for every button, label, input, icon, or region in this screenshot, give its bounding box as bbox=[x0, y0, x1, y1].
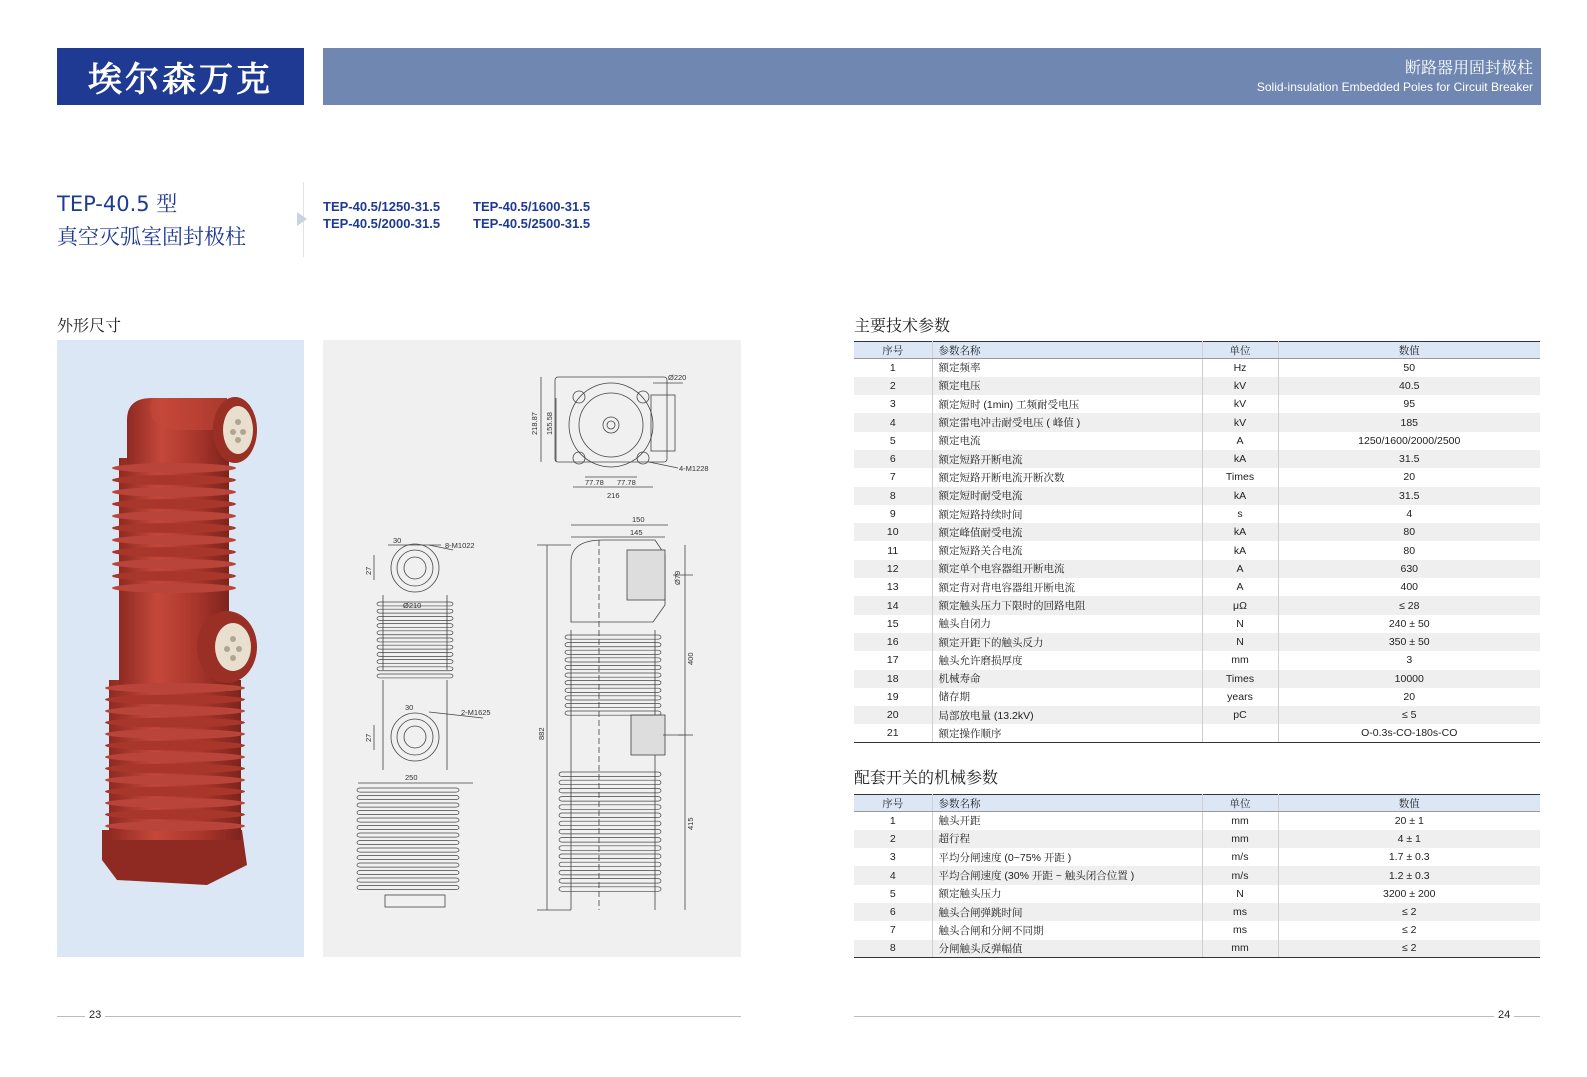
table-cell: 额定频率 bbox=[932, 359, 1202, 377]
embedded-pole-illustration bbox=[57, 340, 304, 957]
table-cell: 7 bbox=[854, 921, 932, 939]
table-cell: 额定短路持续时间 bbox=[932, 505, 1202, 523]
table-cell: 12 bbox=[854, 560, 932, 578]
table-cell: 额定触头压力 bbox=[932, 885, 1202, 903]
drawing-fin bbox=[559, 854, 661, 859]
table-cell: N bbox=[1202, 633, 1278, 651]
table-cell: 40.5 bbox=[1278, 377, 1540, 395]
table-cell: 分闸触头反弹幅值 bbox=[932, 940, 1202, 958]
table-cell: 7 bbox=[854, 468, 932, 486]
shed-ring bbox=[105, 752, 245, 762]
table-cell: 18 bbox=[854, 670, 932, 688]
drawing-fin bbox=[377, 667, 453, 671]
drawing-fin bbox=[565, 658, 661, 662]
table-row bbox=[854, 706, 1540, 724]
table-cell: mm bbox=[1202, 651, 1278, 669]
table-header-cell: 单位 bbox=[1202, 342, 1278, 359]
table-header-cell: 参数名称 bbox=[932, 342, 1202, 359]
table-cell: 平均分闸速度 (0~75% 开距 ) bbox=[932, 848, 1202, 866]
table-cell: 触头合闸弹跳时间 bbox=[932, 903, 1202, 921]
table-row bbox=[854, 413, 1540, 431]
drawing-fin bbox=[559, 829, 661, 834]
drawing-fin bbox=[357, 796, 459, 800]
table-cell: 5 bbox=[854, 432, 932, 450]
table-row bbox=[854, 541, 1540, 559]
model-item: TEP-40.5/1250-31.5 bbox=[323, 199, 441, 214]
drawing-fin bbox=[565, 650, 661, 654]
arrow-right-icon bbox=[297, 212, 307, 226]
table-cell: 31.5 bbox=[1278, 450, 1540, 468]
shed-ring bbox=[112, 475, 236, 485]
dim-label: 150 bbox=[632, 515, 645, 524]
table-row bbox=[854, 848, 1540, 866]
shed-ring bbox=[112, 511, 236, 521]
dim-label: 415 bbox=[686, 817, 695, 830]
drawing-fin bbox=[565, 696, 661, 700]
drawing-fin bbox=[559, 838, 661, 843]
drawing-fin bbox=[565, 643, 661, 647]
table-cell: 16 bbox=[854, 633, 932, 651]
table-cell: 3 bbox=[854, 395, 932, 413]
table-cell: 11 bbox=[854, 541, 932, 559]
table-cell: 4 ± 1 bbox=[1278, 830, 1540, 848]
dim-label: 145 bbox=[630, 528, 643, 537]
table-header-row bbox=[854, 795, 1540, 812]
table-cell: 10 bbox=[854, 523, 932, 541]
shed-ring bbox=[112, 523, 236, 533]
drawing-fin bbox=[559, 813, 661, 818]
drawing-fin bbox=[559, 870, 661, 875]
table-cell: 储存期 bbox=[932, 688, 1202, 706]
table-cell: 240 ± 50 bbox=[1388, 617, 1430, 630]
shed-ring bbox=[105, 718, 245, 728]
table-cell: A bbox=[1202, 560, 1278, 578]
shed-ring bbox=[105, 798, 245, 808]
drawing-fin bbox=[377, 674, 453, 678]
table-cell: 400 bbox=[1400, 581, 1419, 594]
table-cell: 额定电压 bbox=[932, 377, 1202, 395]
table-cell bbox=[1202, 724, 1278, 742]
drawing-fin bbox=[565, 688, 661, 692]
table-header-cell: 单位 bbox=[1202, 795, 1278, 812]
dim-label: 155.58 bbox=[545, 412, 554, 435]
table-cell: 额定短时耐受电流 bbox=[932, 487, 1202, 505]
drawing-fin bbox=[357, 841, 459, 845]
product-photo bbox=[57, 340, 304, 957]
table-cell: 350 ± 50 bbox=[1278, 633, 1540, 651]
table-cell: N bbox=[1202, 615, 1278, 633]
drawing-fin bbox=[357, 871, 459, 875]
drawing-fin bbox=[377, 652, 453, 656]
shed-ring bbox=[112, 547, 236, 557]
drawing-fin bbox=[357, 863, 459, 867]
table-cell: 额定单个电容器组开断电流 bbox=[932, 560, 1202, 578]
drawing-fin bbox=[357, 833, 459, 837]
shed-ring bbox=[105, 706, 245, 716]
table-cell: 1 bbox=[854, 812, 932, 830]
table-cell: A bbox=[1202, 432, 1278, 450]
dim-label: Ø220 bbox=[668, 373, 687, 382]
table-row bbox=[854, 560, 1540, 578]
table-cell: ≤ 2 bbox=[1278, 903, 1540, 921]
table-row bbox=[854, 940, 1540, 958]
shed-ring bbox=[112, 559, 236, 569]
table-cell: 额定背对背电容器组开断电流 bbox=[932, 578, 1202, 596]
mech-params-table bbox=[854, 794, 1540, 958]
table-row bbox=[854, 505, 1540, 523]
shed-ring bbox=[105, 821, 245, 831]
table-cell: kV bbox=[1202, 377, 1278, 395]
shed-ring bbox=[112, 463, 236, 473]
table-cell: 触头合闸和分闸不同期 bbox=[932, 921, 1202, 939]
table-cell: mm bbox=[1202, 830, 1278, 848]
header-title-cn: 断路器用固封极柱 bbox=[1404, 58, 1533, 77]
shed-ring bbox=[112, 499, 236, 509]
dim-label: 4-M1228 bbox=[679, 464, 709, 473]
table-cell: 8 bbox=[854, 487, 932, 505]
table-cell: 超行程 bbox=[932, 830, 1202, 848]
table-header-row bbox=[854, 342, 1540, 359]
table-cell: 80 bbox=[1403, 544, 1416, 557]
dim-label: Ø210 bbox=[403, 601, 422, 610]
table-cell: mm bbox=[1202, 812, 1278, 830]
table-row bbox=[854, 377, 1540, 395]
dim-label: 250 bbox=[405, 773, 418, 782]
table-cell: 3 bbox=[1406, 654, 1413, 667]
shed-ring bbox=[112, 535, 236, 545]
table-cell: Times bbox=[1202, 670, 1278, 688]
shed-ring bbox=[105, 764, 245, 774]
drawing-fin bbox=[377, 616, 453, 620]
table-row bbox=[854, 450, 1540, 468]
drawing-fin bbox=[559, 879, 661, 884]
drawing-fin bbox=[559, 788, 661, 793]
drawing-fin bbox=[565, 703, 661, 707]
dim-label: 77.78 bbox=[585, 478, 604, 487]
dim-label: 27 bbox=[364, 566, 373, 575]
drawing-fin bbox=[357, 856, 459, 860]
drawing-fin bbox=[559, 805, 661, 810]
drawing-fin bbox=[559, 862, 661, 867]
dimension-drawing-svg bbox=[323, 340, 741, 957]
table-cell: pC bbox=[1202, 706, 1278, 724]
drawing-fin bbox=[377, 660, 453, 664]
shed-ring bbox=[112, 487, 236, 497]
header-title-en: Solid-insulation Embedded Poles for Circuit Breaker bbox=[1256, 80, 1533, 94]
table-cell: kV bbox=[1202, 395, 1278, 413]
table-cell: s bbox=[1202, 505, 1278, 523]
table-cell: kA bbox=[1202, 487, 1278, 505]
table-cell: 4 bbox=[1406, 508, 1413, 521]
table-row bbox=[854, 596, 1540, 614]
dim-label: 30 bbox=[393, 536, 402, 545]
table-cell: 3200 ± 200 bbox=[1383, 887, 1436, 900]
table-cell: m/s bbox=[1202, 848, 1278, 866]
table-cell: kA bbox=[1202, 541, 1278, 559]
table-cell: 185 bbox=[1278, 413, 1540, 431]
table-cell: 额定操作顺序 bbox=[932, 724, 1202, 742]
table-cell: ≤ 28 bbox=[1278, 596, 1540, 614]
drawing-fin bbox=[377, 631, 453, 635]
drawing-fin bbox=[559, 887, 661, 892]
table-cell: 20 bbox=[854, 706, 932, 724]
table-cell: 2 bbox=[854, 377, 932, 395]
drawing-fin bbox=[357, 811, 459, 815]
drawing-fin bbox=[357, 848, 459, 852]
shed-ring bbox=[105, 787, 245, 797]
table-cell: 触头允许磨损厚度 bbox=[932, 651, 1202, 669]
table-cell: 额定开距下的触头反力 bbox=[932, 633, 1202, 651]
drawing-fin bbox=[377, 645, 453, 649]
table-cell: 5 bbox=[854, 885, 932, 903]
table-cell: 95 bbox=[1403, 398, 1416, 411]
shed-ring bbox=[105, 683, 245, 693]
drawing-fin bbox=[357, 818, 459, 822]
shed-ring bbox=[105, 729, 245, 739]
drawing-fin bbox=[559, 772, 661, 777]
dim-label: 77.78 bbox=[617, 478, 636, 487]
drawing-fin bbox=[565, 711, 661, 715]
drawing-fin bbox=[559, 780, 661, 785]
table-cell: kV bbox=[1202, 413, 1278, 431]
drawing-fin bbox=[357, 803, 459, 807]
table-cell: N bbox=[1202, 885, 1278, 903]
dim-label: 400 bbox=[686, 652, 695, 665]
table-cell: 额定电流 bbox=[932, 432, 1202, 450]
table-cell: 14 bbox=[854, 596, 932, 614]
table-cell: 额定短路开断电流 bbox=[932, 450, 1202, 468]
table-row bbox=[854, 885, 1540, 903]
drawing-fin bbox=[357, 886, 459, 890]
shed-ring bbox=[112, 583, 236, 593]
table-header-cell: 序号 bbox=[854, 795, 932, 812]
drawing-fin bbox=[357, 826, 459, 830]
table-cell: 额定雷电冲击耐受电压 ( 峰值 ) bbox=[932, 413, 1202, 431]
table-row bbox=[854, 432, 1540, 450]
table-cell: 80 bbox=[1278, 523, 1540, 541]
table-row bbox=[854, 903, 1540, 921]
drawing-fin bbox=[377, 624, 453, 628]
shed-ring bbox=[105, 695, 245, 705]
drawing-fin bbox=[559, 846, 661, 851]
table-cell: 3 bbox=[854, 848, 932, 866]
table-cell: 2 bbox=[854, 830, 932, 848]
table-cell: 额定峰值耐受电流 bbox=[932, 523, 1202, 541]
table-row bbox=[854, 578, 1540, 596]
table-cell: 额定短时 (1min) 工频耐受电压 bbox=[932, 395, 1202, 413]
shed-ring bbox=[105, 810, 245, 820]
drawing-fin bbox=[565, 635, 661, 639]
header-bar bbox=[323, 48, 1541, 105]
table-cell: 13 bbox=[854, 578, 932, 596]
table-row bbox=[854, 670, 1540, 688]
drawing-fin bbox=[565, 673, 661, 677]
drawing-fin bbox=[377, 638, 453, 642]
table-cell: 9 bbox=[854, 505, 932, 523]
table-row bbox=[854, 359, 1540, 377]
table-row bbox=[854, 921, 1540, 939]
table-header-cell: 序号 bbox=[854, 342, 932, 359]
table-cell: 19 bbox=[854, 688, 932, 706]
table-cell: 额定短路关合电流 bbox=[932, 541, 1202, 559]
drawing-fin bbox=[565, 681, 661, 685]
page-number-left: 23 bbox=[85, 1009, 105, 1021]
table-cell: 4 bbox=[854, 413, 932, 431]
dim-label: 27 bbox=[364, 733, 373, 742]
product-title-line2: 真空灭弧室固封极柱 bbox=[57, 225, 246, 249]
section-title-tech-params: 主要技术参数 bbox=[854, 316, 951, 335]
table-cell: 31.5 bbox=[1278, 487, 1540, 505]
table-row bbox=[854, 866, 1540, 884]
table-cell: 6 bbox=[854, 903, 932, 921]
shed-ring bbox=[105, 741, 245, 751]
table-cell: 20 ± 1 bbox=[1394, 814, 1424, 827]
dim-label: 8-M1022 bbox=[445, 541, 475, 550]
table-cell: ms bbox=[1202, 921, 1278, 939]
dimension-drawing bbox=[323, 340, 741, 957]
table-cell: mm bbox=[1202, 940, 1278, 958]
table-cell: 50 bbox=[1403, 361, 1416, 374]
table-cell: 额定短路开断电流开断次数 bbox=[932, 468, 1202, 486]
tech-params-table bbox=[854, 341, 1540, 743]
model-item: TEP-40.5/1600-31.5 bbox=[473, 199, 591, 214]
dim-label: 218.87 bbox=[530, 412, 539, 435]
table-cell: 额定触头压力下限时的回路电阻 bbox=[932, 596, 1202, 614]
table-cell: 1250/1600/2000/2500 bbox=[1358, 434, 1461, 447]
table-row bbox=[854, 395, 1540, 413]
section-title-dimensions: 外形尺寸 bbox=[57, 316, 122, 335]
model-item: TEP-40.5/2000-31.5 bbox=[323, 216, 441, 231]
table-cell: A bbox=[1202, 578, 1278, 596]
table-cell: 15 bbox=[854, 615, 932, 633]
table-cell: 局部放电量 (13.2kV) bbox=[932, 706, 1202, 724]
table-cell: 1.7 ± 0.3 bbox=[1388, 851, 1430, 864]
table-cell: ms bbox=[1202, 903, 1278, 921]
table-cell: O-0.3s-CO-180s-CO bbox=[1278, 724, 1540, 742]
table-cell: 630 bbox=[1278, 560, 1540, 578]
table-cell: 触头开距 bbox=[932, 812, 1202, 830]
dim-label: 2-M1625 bbox=[461, 708, 491, 717]
drawing-fin bbox=[559, 797, 661, 802]
table-cell: years bbox=[1202, 688, 1278, 706]
table-cell: μΩ bbox=[1202, 596, 1278, 614]
table-cell: Times bbox=[1202, 468, 1278, 486]
dim-label: 216 bbox=[607, 491, 620, 500]
dim-label: Ø79 bbox=[673, 570, 682, 585]
table-row bbox=[854, 468, 1540, 486]
section-title-mech-params: 配套开关的机械参数 bbox=[854, 768, 999, 787]
model-item: TEP-40.5/2500-31.5 bbox=[473, 216, 591, 231]
table-cell: 1 bbox=[854, 359, 932, 377]
table-cell: 20 bbox=[1403, 471, 1416, 484]
table-row bbox=[854, 830, 1540, 848]
table-cell: Hz bbox=[1202, 359, 1278, 377]
table-cell: 4 bbox=[854, 866, 932, 884]
drawing-fin bbox=[559, 821, 661, 826]
table-row bbox=[854, 615, 1540, 633]
footer-rule-left bbox=[57, 1016, 741, 1017]
dim-label: 30 bbox=[405, 703, 414, 712]
footer-rule-right bbox=[854, 1016, 1540, 1017]
table-cell: 10000 bbox=[1278, 670, 1540, 688]
table-cell: 20 bbox=[1403, 690, 1416, 703]
drawing-fin bbox=[357, 788, 459, 792]
table-cell: m/s bbox=[1202, 866, 1278, 884]
table-cell: ≤ 5 bbox=[1278, 706, 1540, 724]
table-cell: ≤ 2 bbox=[1278, 940, 1540, 958]
table-row bbox=[854, 523, 1540, 541]
table-cell: kA bbox=[1202, 450, 1278, 468]
table-cell: 平均合闸速度 (30% 开距 ~ 触头闭合位置 ) bbox=[932, 866, 1202, 884]
table-row bbox=[854, 651, 1540, 669]
table-cell: 21 bbox=[854, 724, 932, 742]
drawing-fin bbox=[357, 878, 459, 882]
table-cell: 6 bbox=[854, 450, 932, 468]
dim-label: 882 bbox=[537, 727, 546, 740]
product-title-line1: TEP-40.5 型 bbox=[57, 192, 178, 216]
shed-ring bbox=[112, 571, 236, 581]
table-row bbox=[854, 688, 1540, 706]
table-cell: 17 bbox=[854, 651, 932, 669]
product-title bbox=[57, 188, 246, 254]
table-cell: 8 bbox=[854, 940, 932, 958]
table-header-cell: 数值 bbox=[1278, 342, 1540, 359]
table-row bbox=[854, 724, 1540, 742]
drawing-fin bbox=[565, 665, 661, 669]
table-cell: 触头自闭力 bbox=[932, 615, 1202, 633]
table-cell: 机械寿命 bbox=[932, 670, 1202, 688]
brand-logo: 埃尔森万克 bbox=[57, 48, 304, 105]
table-row bbox=[854, 812, 1540, 830]
model-list bbox=[323, 199, 623, 231]
table-row bbox=[854, 487, 1540, 505]
table-row bbox=[854, 633, 1540, 651]
table-cell: ≤ 2 bbox=[1401, 924, 1417, 937]
table-header-cell: 数值 bbox=[1278, 795, 1540, 812]
page-number-right: 24 bbox=[1494, 1009, 1514, 1021]
table-cell: 1.2 ± 0.3 bbox=[1278, 866, 1540, 884]
table-cell: kA bbox=[1202, 523, 1278, 541]
shed-ring bbox=[105, 775, 245, 785]
table-header-cell: 参数名称 bbox=[932, 795, 1202, 812]
